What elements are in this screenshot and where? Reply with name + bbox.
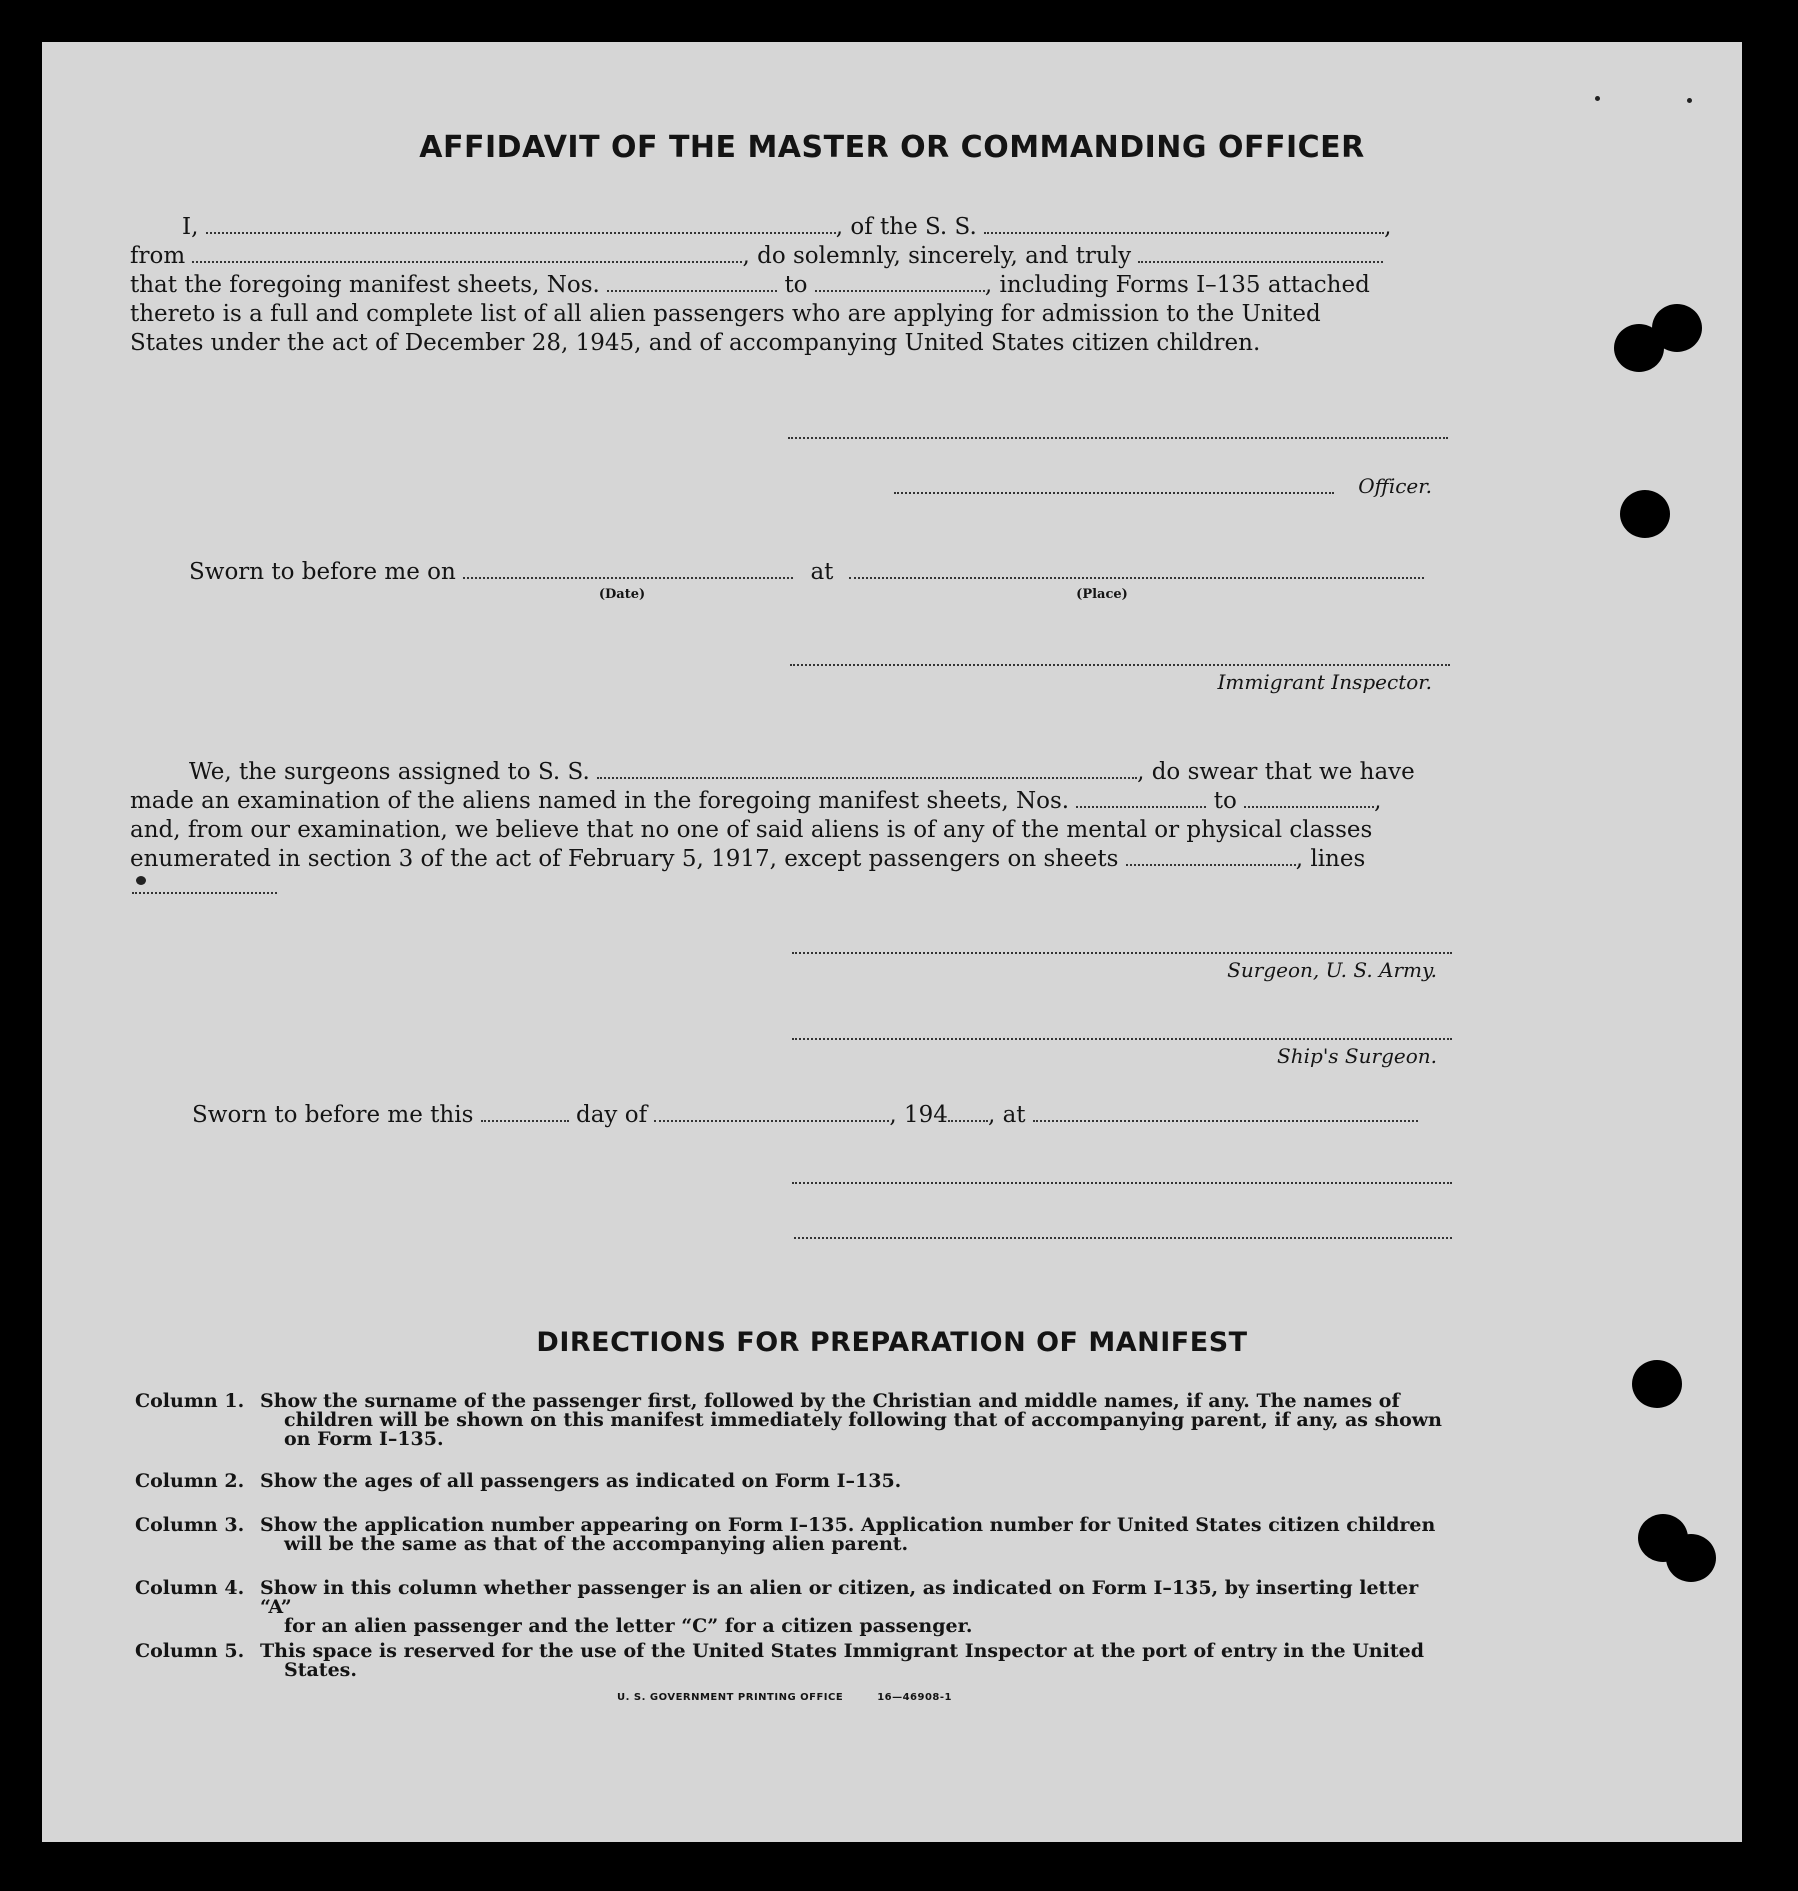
sworn-before-line xyxy=(189,559,1424,585)
text-at: , at xyxy=(987,1102,1026,1128)
blank-month[interactable] xyxy=(654,1119,889,1122)
column-1-line-2: children will be shown on this manifest immediately following that of accompanying parent, if any, as shown xyxy=(284,1409,1442,1431)
column-4-text xyxy=(260,1579,1455,1636)
column-3-label: Column 3. xyxy=(135,1514,245,1536)
column-3-line-1: Show the application number appearing on Form I–135. Application number for United States citizen children xyxy=(260,1514,1436,1536)
text-i: I, xyxy=(182,214,199,240)
printer-name: U. S. GOVERNMENT PRINTING OFFICE xyxy=(617,1692,844,1703)
sworn-this-text: Sworn to before me this xyxy=(192,1102,474,1128)
punch-hole xyxy=(1666,1534,1716,1582)
affidavit-line-4: thereto is a full and complete list of all alien passengers who are applying for admission to the United xyxy=(130,301,1321,327)
column-5-line-1: This space is reserved for the use of the United States Immigrant Inspector at the port of entry in the United xyxy=(260,1640,1424,1662)
column-5-text xyxy=(260,1642,1455,1680)
column-5-label: Column 5. xyxy=(135,1640,245,1662)
ship-surgeon-label: Ship's Surgeon. xyxy=(1277,1044,1437,1068)
affidavit-line-2 xyxy=(130,243,1383,269)
blank-sheet-to[interactable] xyxy=(815,289,985,292)
blank-affirm[interactable] xyxy=(1138,260,1383,263)
inspector-label: Immigrant Inspector. xyxy=(1217,670,1432,694)
blank-surgeon-ship[interactable] xyxy=(597,776,1137,779)
page-title: AFFIDAVIT OF THE MASTER OR COMMANDING OFFICER xyxy=(419,130,1365,165)
text-at: at xyxy=(810,559,834,585)
blank-from-port[interactable] xyxy=(192,260,742,263)
officer-signature-line[interactable] xyxy=(894,492,1334,494)
text-of-ss: , of the S. S. xyxy=(835,214,977,240)
column-1-label: Column 1. xyxy=(135,1390,245,1412)
surgeons-line-3: and, from our examination, we believe that no one of said aliens is of any of the mental or physical classes xyxy=(130,817,1373,843)
form-code: 16—46908-1 xyxy=(877,1692,953,1703)
column-5-line-2: States. xyxy=(284,1659,357,1681)
affidavit-line-5: States under the act of December 28, 1945, and of accompanying United States citizen children. xyxy=(130,330,1261,356)
affidavit-line-1 xyxy=(182,214,1391,240)
text-to: to xyxy=(784,272,808,298)
text-to: to xyxy=(1213,788,1237,814)
surgeons-line-1 xyxy=(189,759,1415,785)
blank-sworn-place[interactable] xyxy=(1033,1119,1418,1122)
speck xyxy=(136,876,146,885)
blank-date[interactable] xyxy=(463,576,793,579)
sworn-this-line xyxy=(192,1102,1418,1128)
text-forms: , including Forms I–135 attached xyxy=(984,272,1370,298)
officer-title-line-2[interactable] xyxy=(794,1237,1452,1239)
text-year: , 194 xyxy=(889,1102,948,1128)
date-caption: (Date) xyxy=(598,587,646,602)
blank-sheet-from[interactable] xyxy=(607,289,777,292)
text-enumerated: enumerated in section 3 of the act of February 5, 1917, except passengers on sheets xyxy=(130,846,1119,872)
text-examination: made an examination of the aliens named in the foregoing manifest sheets, Nos. xyxy=(130,788,1070,814)
directions-title: DIRECTIONS FOR PREPARATION OF MANIFEST xyxy=(536,1327,1248,1358)
blank-master-name[interactable] xyxy=(206,231,836,234)
comma: , xyxy=(1374,788,1382,814)
column-2-text xyxy=(260,1472,1455,1491)
text-solemnly: , do solemnly, sincerely, and truly xyxy=(742,243,1132,269)
officer-label: Officer. xyxy=(1358,474,1432,498)
column-1-line-3: on Form I–135. xyxy=(284,1428,444,1450)
sworn-text: Sworn to before me on xyxy=(189,559,456,585)
punch-hole xyxy=(1652,304,1702,352)
punch-hole xyxy=(1632,1360,1682,1408)
printer-footer xyxy=(617,1692,952,1703)
text-swear: , do swear that we have xyxy=(1137,759,1415,785)
blank-year-digit[interactable] xyxy=(948,1119,988,1122)
punch-hole xyxy=(1620,490,1670,538)
column-2-label: Column 2. xyxy=(135,1470,245,1492)
blank-except-sheets[interactable] xyxy=(1126,863,1296,866)
blank-surgeon-sheet-from[interactable] xyxy=(1076,805,1206,808)
blank-ship-name[interactable] xyxy=(984,231,1384,234)
column-4-line-1: Show in this column whether passenger is an alien or citizen, as indicated on Form I–135, by inserting letter “A” xyxy=(260,1577,1419,1618)
comma: , xyxy=(1384,214,1392,240)
army-surgeon-label: Surgeon, U. S. Army. xyxy=(1227,958,1437,982)
blank-except-lines[interactable] xyxy=(132,892,277,894)
text-surgeons: We, the surgeons assigned to S. S. xyxy=(189,759,590,785)
signature-line-1[interactable] xyxy=(788,437,1448,439)
blank-surgeon-sheet-to[interactable] xyxy=(1244,805,1374,808)
affidavit-line-3 xyxy=(130,272,1370,298)
text-lines: , lines xyxy=(1295,846,1366,872)
column-1-text xyxy=(260,1392,1455,1449)
column-3-text xyxy=(260,1516,1455,1554)
column-4-line-2: for an alien passenger and the letter “C” for a citizen passenger. xyxy=(284,1615,973,1637)
place-caption: (Place) xyxy=(1076,587,1128,602)
text-from: from xyxy=(130,243,186,269)
column-1-line-1: Show the surname of the passenger first, followed by the Christian and middle names, if any. The names of xyxy=(260,1390,1400,1412)
inspector-signature-line[interactable] xyxy=(790,664,1450,666)
surgeons-line-4 xyxy=(130,846,1365,872)
text-day-of: day of xyxy=(576,1102,648,1128)
surgeons-line-2 xyxy=(130,788,1381,814)
officer-signature-line-2[interactable] xyxy=(792,1182,1452,1184)
blank-day[interactable] xyxy=(481,1119,569,1122)
column-3-line-2: will be the same as that of the accompanying alien parent. xyxy=(284,1533,909,1555)
ship-surgeon-signature-line[interactable] xyxy=(792,1038,1452,1040)
text-sheets: that the foregoing manifest sheets, Nos. xyxy=(130,272,600,298)
column-2-line-1: Show the ages of all passengers as indicated on Form I–135. xyxy=(260,1470,902,1492)
army-surgeon-signature-line[interactable] xyxy=(792,952,1452,954)
speck xyxy=(1687,98,1692,103)
speck xyxy=(1595,96,1600,101)
column-4-label: Column 4. xyxy=(135,1577,245,1599)
blank-place[interactable] xyxy=(849,576,1424,579)
form-sheet xyxy=(42,42,1742,1842)
